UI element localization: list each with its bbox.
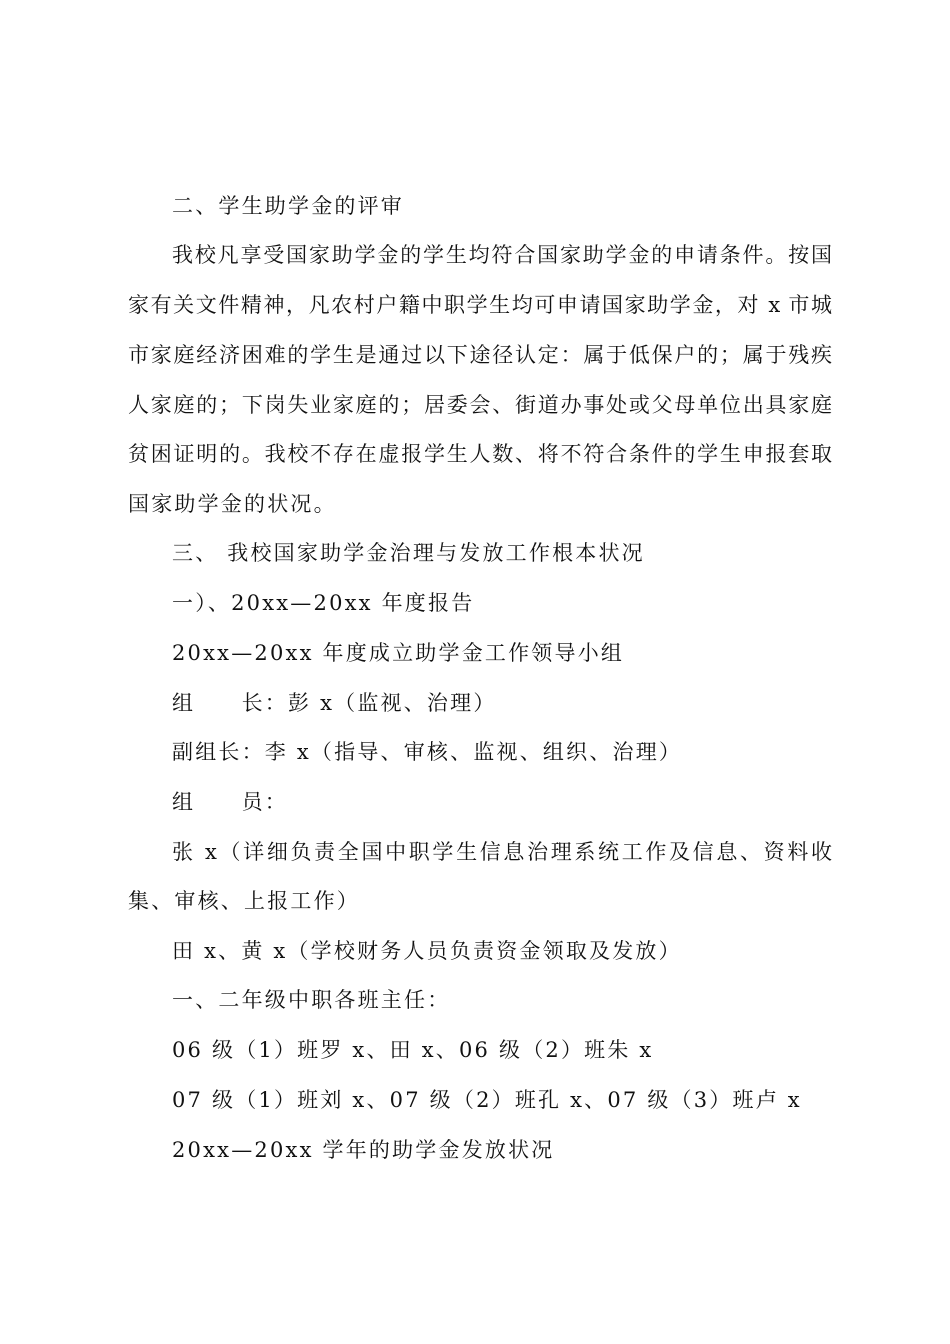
members-label: 组 员：: [172, 790, 288, 814]
section2-para-line-1: 我校凡享受国家助学金的学生均符合国家助学金的申请条件。按国: [172, 243, 832, 267]
section2-para-line-3: 市家庭经济困难的学生是通过以下途径认定：属于低保户的；属于残疾: [128, 343, 832, 367]
section2-para-line-2: 家有关文件精神，凡农村户籍中职学生均可申请国家助学金，对 x 市城: [128, 293, 832, 317]
section2-para-line-6: 国家助学金的状况。: [128, 492, 337, 516]
leader-group-title: 20xx—20xx 年度成立助学金工作领导小组: [172, 641, 625, 665]
section2-para-line-5: 贫困证明的。我校不存在虚报学生人数、将不符合条件的学生申报套取: [128, 442, 832, 466]
deputy-leader: 副组长：李 x（指导、审核、监视、组织、治理）: [172, 740, 683, 764]
grade06-teachers: 06 级（1）班罗 x、田 x、06 级（2）班朱 x: [172, 1038, 654, 1062]
distribution-title: 20xx—20xx 学年的助学金发放状况: [172, 1138, 555, 1162]
section2-heading: 二、学生助学金的评审: [172, 194, 404, 218]
section2-para-line-4: 人家庭的；下岗失业家庭的；居委会、街道办事处或父母单位出具家庭: [128, 393, 832, 417]
member-zhang-line-2: 集、审核、上报工作）: [128, 889, 360, 913]
group-leader: 组 长：彭 x（监视、治理）: [172, 691, 497, 715]
member-finance: 田 x、黄 x（学校财务人员负责资金领取及发放）: [172, 939, 682, 963]
head-teachers-label: 一、二年级中职各班主任：: [172, 988, 451, 1012]
section3-heading: 三、 我校国家助学金治理与发放工作根本状况: [172, 541, 645, 565]
sub1-heading: 一）、20xx—20xx 年度报告: [172, 591, 475, 615]
grade07-teachers: 07 级（1）班刘 x、07 级（2）班孔 x、07 级（3）班卢 x: [172, 1088, 802, 1112]
member-zhang-line-1: 张 x（详细负责全国中职学生信息治理系统工作及信息、资料收: [172, 840, 832, 864]
